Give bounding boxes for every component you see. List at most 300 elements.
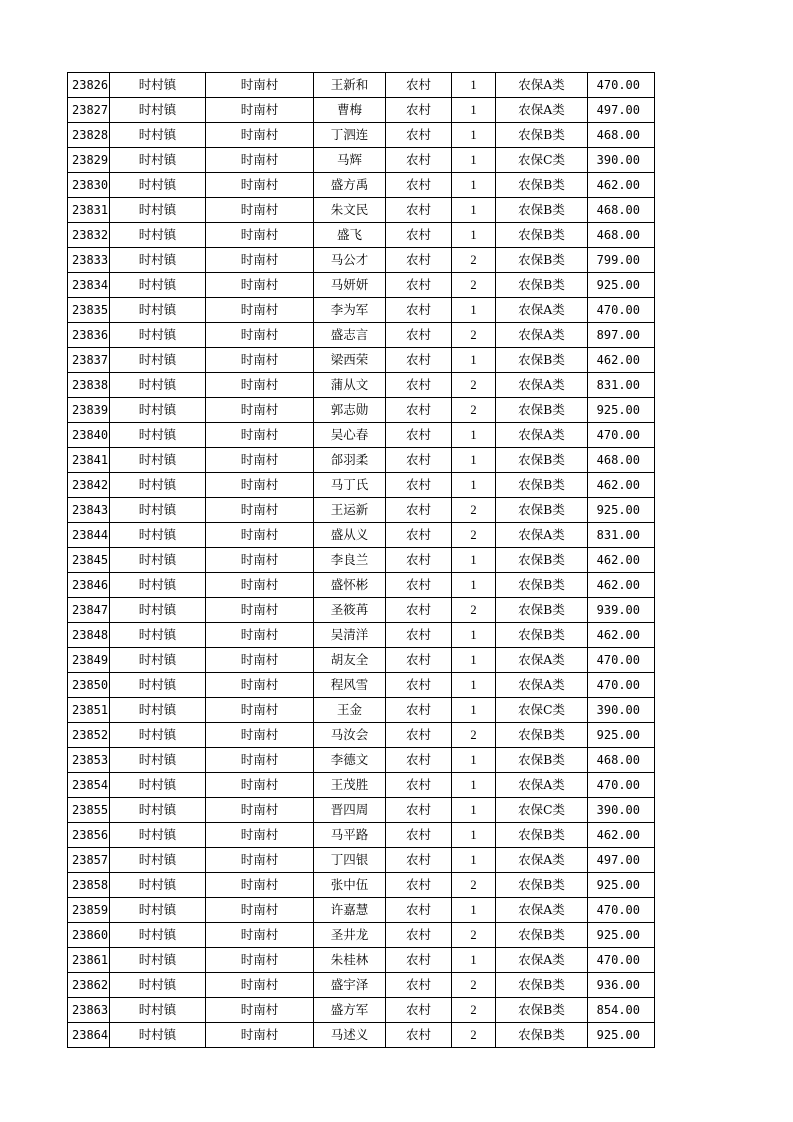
household-type-cell: 农村 bbox=[386, 798, 452, 823]
table-row bbox=[68, 223, 655, 248]
record-id-cell: 23841 bbox=[68, 448, 110, 473]
category-cell: 农保B类 bbox=[496, 398, 588, 423]
people-count-cell: 1 bbox=[452, 223, 496, 248]
amount-cell: 897.00 bbox=[588, 323, 655, 348]
table-row bbox=[68, 673, 655, 698]
household-type-cell: 农村 bbox=[386, 398, 452, 423]
category-cell: 农保B类 bbox=[496, 123, 588, 148]
record-id-cell: 23837 bbox=[68, 348, 110, 373]
village-cell: 时南村 bbox=[206, 698, 314, 723]
town-cell: 时村镇 bbox=[110, 973, 206, 998]
village-cell: 时南村 bbox=[206, 873, 314, 898]
town-cell: 时村镇 bbox=[110, 848, 206, 873]
record-id-cell: 23862 bbox=[68, 973, 110, 998]
people-count-cell: 1 bbox=[452, 423, 496, 448]
name-cell: 盛方军 bbox=[314, 998, 386, 1023]
record-id-cell: 23852 bbox=[68, 723, 110, 748]
people-count-cell: 1 bbox=[452, 748, 496, 773]
category-cell: 农保A类 bbox=[496, 948, 588, 973]
village-cell: 时南村 bbox=[206, 623, 314, 648]
town-cell: 时村镇 bbox=[110, 773, 206, 798]
village-cell: 时南村 bbox=[206, 273, 314, 298]
village-cell: 时南村 bbox=[206, 948, 314, 973]
amount-cell: 468.00 bbox=[588, 448, 655, 473]
town-cell: 时村镇 bbox=[110, 323, 206, 348]
table-row bbox=[68, 248, 655, 273]
table-row bbox=[68, 998, 655, 1023]
record-id-cell: 23854 bbox=[68, 773, 110, 798]
village-cell: 时南村 bbox=[206, 823, 314, 848]
table-row bbox=[68, 373, 655, 398]
table-row bbox=[68, 423, 655, 448]
household-type-cell: 农村 bbox=[386, 598, 452, 623]
record-id-cell: 23827 bbox=[68, 98, 110, 123]
household-type-cell: 农村 bbox=[386, 573, 452, 598]
village-cell: 时南村 bbox=[206, 73, 314, 98]
town-cell: 时村镇 bbox=[110, 823, 206, 848]
name-cell: 马述义 bbox=[314, 1023, 386, 1048]
name-cell: 郭志勋 bbox=[314, 398, 386, 423]
village-cell: 时南村 bbox=[206, 1023, 314, 1048]
table-row bbox=[68, 323, 655, 348]
village-cell: 时南村 bbox=[206, 298, 314, 323]
name-cell: 马公才 bbox=[314, 248, 386, 273]
category-cell: 农保B类 bbox=[496, 448, 588, 473]
people-count-cell: 2 bbox=[452, 498, 496, 523]
name-cell: 吴清洋 bbox=[314, 623, 386, 648]
assistance-roster-table bbox=[67, 72, 655, 1048]
household-type-cell: 农村 bbox=[386, 223, 452, 248]
people-count-cell: 1 bbox=[452, 98, 496, 123]
amount-cell: 462.00 bbox=[588, 173, 655, 198]
town-cell: 时村镇 bbox=[110, 223, 206, 248]
name-cell: 许嘉慧 bbox=[314, 898, 386, 923]
village-cell: 时南村 bbox=[206, 373, 314, 398]
table-row bbox=[68, 748, 655, 773]
amount-cell: 925.00 bbox=[588, 723, 655, 748]
record-id-cell: 23844 bbox=[68, 523, 110, 548]
name-cell: 盛宇泽 bbox=[314, 973, 386, 998]
amount-cell: 470.00 bbox=[588, 73, 655, 98]
name-cell: 丁泗连 bbox=[314, 123, 386, 148]
household-type-cell: 农村 bbox=[386, 73, 452, 98]
name-cell: 王新和 bbox=[314, 73, 386, 98]
people-count-cell: 1 bbox=[452, 773, 496, 798]
table-row bbox=[68, 348, 655, 373]
town-cell: 时村镇 bbox=[110, 398, 206, 423]
table-row bbox=[68, 698, 655, 723]
name-cell: 晋四周 bbox=[314, 798, 386, 823]
record-id-cell: 23843 bbox=[68, 498, 110, 523]
category-cell: 农保A类 bbox=[496, 523, 588, 548]
table-row bbox=[68, 448, 655, 473]
data-table-page bbox=[67, 72, 654, 1048]
category-cell: 农保B类 bbox=[496, 248, 588, 273]
village-cell: 时南村 bbox=[206, 673, 314, 698]
town-cell: 时村镇 bbox=[110, 373, 206, 398]
household-type-cell: 农村 bbox=[386, 673, 452, 698]
record-id-cell: 23861 bbox=[68, 948, 110, 973]
table-row bbox=[68, 798, 655, 823]
name-cell: 梁西荣 bbox=[314, 348, 386, 373]
category-cell: 农保B类 bbox=[496, 223, 588, 248]
household-type-cell: 农村 bbox=[386, 948, 452, 973]
household-type-cell: 农村 bbox=[386, 1023, 452, 1048]
table-row bbox=[68, 498, 655, 523]
people-count-cell: 1 bbox=[452, 898, 496, 923]
category-cell: 农保B类 bbox=[496, 173, 588, 198]
category-cell: 农保A类 bbox=[496, 423, 588, 448]
amount-cell: 390.00 bbox=[588, 798, 655, 823]
amount-cell: 470.00 bbox=[588, 423, 655, 448]
amount-cell: 390.00 bbox=[588, 698, 655, 723]
village-cell: 时南村 bbox=[206, 173, 314, 198]
town-cell: 时村镇 bbox=[110, 173, 206, 198]
table-row bbox=[68, 298, 655, 323]
amount-cell: 925.00 bbox=[588, 873, 655, 898]
village-cell: 时南村 bbox=[206, 598, 314, 623]
record-id-cell: 23859 bbox=[68, 898, 110, 923]
town-cell: 时村镇 bbox=[110, 198, 206, 223]
amount-cell: 470.00 bbox=[588, 948, 655, 973]
amount-cell: 925.00 bbox=[588, 398, 655, 423]
household-type-cell: 农村 bbox=[386, 273, 452, 298]
people-count-cell: 1 bbox=[452, 798, 496, 823]
village-cell: 时南村 bbox=[206, 898, 314, 923]
people-count-cell: 2 bbox=[452, 248, 496, 273]
village-cell: 时南村 bbox=[206, 548, 314, 573]
amount-cell: 468.00 bbox=[588, 198, 655, 223]
table-row bbox=[68, 523, 655, 548]
amount-cell: 854.00 bbox=[588, 998, 655, 1023]
people-count-cell: 2 bbox=[452, 723, 496, 748]
household-type-cell: 农村 bbox=[386, 823, 452, 848]
people-count-cell: 2 bbox=[452, 923, 496, 948]
village-cell: 时南村 bbox=[206, 748, 314, 773]
name-cell: 圣井龙 bbox=[314, 923, 386, 948]
household-type-cell: 农村 bbox=[386, 448, 452, 473]
table-row bbox=[68, 123, 655, 148]
village-cell: 时南村 bbox=[206, 798, 314, 823]
name-cell: 马辉 bbox=[314, 148, 386, 173]
town-cell: 时村镇 bbox=[110, 573, 206, 598]
household-type-cell: 农村 bbox=[386, 473, 452, 498]
table-row bbox=[68, 873, 655, 898]
village-cell: 时南村 bbox=[206, 323, 314, 348]
table-row bbox=[68, 98, 655, 123]
people-count-cell: 2 bbox=[452, 323, 496, 348]
record-id-cell: 23845 bbox=[68, 548, 110, 573]
village-cell: 时南村 bbox=[206, 223, 314, 248]
town-cell: 时村镇 bbox=[110, 948, 206, 973]
amount-cell: 925.00 bbox=[588, 923, 655, 948]
household-type-cell: 农村 bbox=[386, 148, 452, 173]
town-cell: 时村镇 bbox=[110, 523, 206, 548]
village-cell: 时南村 bbox=[206, 198, 314, 223]
amount-cell: 468.00 bbox=[588, 223, 655, 248]
record-id-cell: 23850 bbox=[68, 673, 110, 698]
town-cell: 时村镇 bbox=[110, 923, 206, 948]
record-id-cell: 23848 bbox=[68, 623, 110, 648]
household-type-cell: 农村 bbox=[386, 548, 452, 573]
category-cell: 农保B类 bbox=[496, 1023, 588, 1048]
town-cell: 时村镇 bbox=[110, 348, 206, 373]
table-row bbox=[68, 948, 655, 973]
table-row bbox=[68, 573, 655, 598]
category-cell: 农保B类 bbox=[496, 198, 588, 223]
amount-cell: 936.00 bbox=[588, 973, 655, 998]
category-cell: 农保B类 bbox=[496, 548, 588, 573]
household-type-cell: 农村 bbox=[386, 623, 452, 648]
record-id-cell: 23833 bbox=[68, 248, 110, 273]
record-id-cell: 23853 bbox=[68, 748, 110, 773]
category-cell: 农保B类 bbox=[496, 473, 588, 498]
town-cell: 时村镇 bbox=[110, 148, 206, 173]
town-cell: 时村镇 bbox=[110, 248, 206, 273]
category-cell: 农保A类 bbox=[496, 648, 588, 673]
household-type-cell: 农村 bbox=[386, 898, 452, 923]
amount-cell: 468.00 bbox=[588, 123, 655, 148]
name-cell: 李为军 bbox=[314, 298, 386, 323]
village-cell: 时南村 bbox=[206, 148, 314, 173]
town-cell: 时村镇 bbox=[110, 273, 206, 298]
category-cell: 农保A类 bbox=[496, 773, 588, 798]
record-id-cell: 23836 bbox=[68, 323, 110, 348]
people-count-cell: 1 bbox=[452, 298, 496, 323]
table-row bbox=[68, 473, 655, 498]
household-type-cell: 农村 bbox=[386, 848, 452, 873]
table-row bbox=[68, 823, 655, 848]
name-cell: 盛从义 bbox=[314, 523, 386, 548]
village-cell: 时南村 bbox=[206, 248, 314, 273]
village-cell: 时南村 bbox=[206, 998, 314, 1023]
people-count-cell: 2 bbox=[452, 373, 496, 398]
amount-cell: 925.00 bbox=[588, 273, 655, 298]
amount-cell: 470.00 bbox=[588, 773, 655, 798]
people-count-cell: 2 bbox=[452, 523, 496, 548]
record-id-cell: 23830 bbox=[68, 173, 110, 198]
name-cell: 马平路 bbox=[314, 823, 386, 848]
table-row bbox=[68, 148, 655, 173]
table-row bbox=[68, 848, 655, 873]
village-cell: 时南村 bbox=[206, 448, 314, 473]
category-cell: 农保B类 bbox=[496, 923, 588, 948]
town-cell: 时村镇 bbox=[110, 298, 206, 323]
amount-cell: 462.00 bbox=[588, 348, 655, 373]
amount-cell: 462.00 bbox=[588, 823, 655, 848]
people-count-cell: 2 bbox=[452, 1023, 496, 1048]
village-cell: 时南村 bbox=[206, 573, 314, 598]
category-cell: 农保A类 bbox=[496, 848, 588, 873]
town-cell: 时村镇 bbox=[110, 423, 206, 448]
amount-cell: 468.00 bbox=[588, 748, 655, 773]
people-count-cell: 1 bbox=[452, 648, 496, 673]
category-cell: 农保B类 bbox=[496, 348, 588, 373]
village-cell: 时南村 bbox=[206, 423, 314, 448]
town-cell: 时村镇 bbox=[110, 548, 206, 573]
record-id-cell: 23849 bbox=[68, 648, 110, 673]
people-count-cell: 1 bbox=[452, 348, 496, 373]
name-cell: 丁四银 bbox=[314, 848, 386, 873]
category-cell: 农保A类 bbox=[496, 98, 588, 123]
record-id-cell: 23863 bbox=[68, 998, 110, 1023]
household-type-cell: 农村 bbox=[386, 523, 452, 548]
table-row bbox=[68, 723, 655, 748]
table-row bbox=[68, 648, 655, 673]
category-cell: 农保B类 bbox=[496, 973, 588, 998]
people-count-cell: 1 bbox=[452, 473, 496, 498]
household-type-cell: 农村 bbox=[386, 98, 452, 123]
people-count-cell: 1 bbox=[452, 673, 496, 698]
people-count-cell: 1 bbox=[452, 848, 496, 873]
amount-cell: 462.00 bbox=[588, 548, 655, 573]
town-cell: 时村镇 bbox=[110, 723, 206, 748]
record-id-cell: 23834 bbox=[68, 273, 110, 298]
household-type-cell: 农村 bbox=[386, 498, 452, 523]
household-type-cell: 农村 bbox=[386, 173, 452, 198]
village-cell: 时南村 bbox=[206, 523, 314, 548]
name-cell: 蒲从文 bbox=[314, 373, 386, 398]
record-id-cell: 23838 bbox=[68, 373, 110, 398]
record-id-cell: 23857 bbox=[68, 848, 110, 873]
people-count-cell: 1 bbox=[452, 698, 496, 723]
category-cell: 农保A类 bbox=[496, 898, 588, 923]
town-cell: 时村镇 bbox=[110, 648, 206, 673]
category-cell: 农保B类 bbox=[496, 823, 588, 848]
household-type-cell: 农村 bbox=[386, 123, 452, 148]
village-cell: 时南村 bbox=[206, 973, 314, 998]
people-count-cell: 1 bbox=[452, 623, 496, 648]
village-cell: 时南村 bbox=[206, 723, 314, 748]
amount-cell: 470.00 bbox=[588, 898, 655, 923]
record-id-cell: 23847 bbox=[68, 598, 110, 623]
household-type-cell: 农村 bbox=[386, 748, 452, 773]
record-id-cell: 23842 bbox=[68, 473, 110, 498]
name-cell: 王金 bbox=[314, 698, 386, 723]
amount-cell: 462.00 bbox=[588, 623, 655, 648]
amount-cell: 470.00 bbox=[588, 673, 655, 698]
table-row bbox=[68, 1023, 655, 1048]
town-cell: 时村镇 bbox=[110, 598, 206, 623]
people-count-cell: 1 bbox=[452, 573, 496, 598]
town-cell: 时村镇 bbox=[110, 498, 206, 523]
village-cell: 时南村 bbox=[206, 473, 314, 498]
town-cell: 时村镇 bbox=[110, 123, 206, 148]
village-cell: 时南村 bbox=[206, 123, 314, 148]
people-count-cell: 2 bbox=[452, 273, 496, 298]
town-cell: 时村镇 bbox=[110, 673, 206, 698]
town-cell: 时村镇 bbox=[110, 798, 206, 823]
table-row bbox=[68, 898, 655, 923]
village-cell: 时南村 bbox=[206, 773, 314, 798]
people-count-cell: 1 bbox=[452, 73, 496, 98]
people-count-cell: 1 bbox=[452, 448, 496, 473]
village-cell: 时南村 bbox=[206, 398, 314, 423]
record-id-cell: 23831 bbox=[68, 198, 110, 223]
household-type-cell: 农村 bbox=[386, 998, 452, 1023]
category-cell: 农保B类 bbox=[496, 623, 588, 648]
town-cell: 时村镇 bbox=[110, 98, 206, 123]
record-id-cell: 23856 bbox=[68, 823, 110, 848]
name-cell: 李良兰 bbox=[314, 548, 386, 573]
household-type-cell: 农村 bbox=[386, 973, 452, 998]
people-count-cell: 2 bbox=[452, 598, 496, 623]
category-cell: 农保B类 bbox=[496, 498, 588, 523]
people-count-cell: 1 bbox=[452, 198, 496, 223]
category-cell: 农保A类 bbox=[496, 298, 588, 323]
record-id-cell: 23832 bbox=[68, 223, 110, 248]
amount-cell: 925.00 bbox=[588, 498, 655, 523]
record-id-cell: 23840 bbox=[68, 423, 110, 448]
town-cell: 时村镇 bbox=[110, 748, 206, 773]
amount-cell: 939.00 bbox=[588, 598, 655, 623]
village-cell: 时南村 bbox=[206, 348, 314, 373]
village-cell: 时南村 bbox=[206, 498, 314, 523]
record-id-cell: 23860 bbox=[68, 923, 110, 948]
name-cell: 马丁氏 bbox=[314, 473, 386, 498]
category-cell: 农保B类 bbox=[496, 273, 588, 298]
amount-cell: 497.00 bbox=[588, 848, 655, 873]
category-cell: 农保C类 bbox=[496, 698, 588, 723]
table-row bbox=[68, 173, 655, 198]
people-count-cell: 2 bbox=[452, 873, 496, 898]
table-row bbox=[68, 548, 655, 573]
table-body bbox=[68, 73, 655, 1048]
household-type-cell: 农村 bbox=[386, 723, 452, 748]
name-cell: 王运新 bbox=[314, 498, 386, 523]
household-type-cell: 农村 bbox=[386, 198, 452, 223]
table-row bbox=[68, 973, 655, 998]
record-id-cell: 23826 bbox=[68, 73, 110, 98]
village-cell: 时南村 bbox=[206, 923, 314, 948]
category-cell: 农保A类 bbox=[496, 373, 588, 398]
name-cell: 李德文 bbox=[314, 748, 386, 773]
category-cell: 农保B类 bbox=[496, 748, 588, 773]
people-count-cell: 1 bbox=[452, 173, 496, 198]
household-type-cell: 农村 bbox=[386, 423, 452, 448]
amount-cell: 470.00 bbox=[588, 298, 655, 323]
household-type-cell: 农村 bbox=[386, 298, 452, 323]
name-cell: 马妍妍 bbox=[314, 273, 386, 298]
category-cell: 农保B类 bbox=[496, 573, 588, 598]
amount-cell: 462.00 bbox=[588, 473, 655, 498]
household-type-cell: 农村 bbox=[386, 773, 452, 798]
town-cell: 时村镇 bbox=[110, 998, 206, 1023]
table-row bbox=[68, 73, 655, 98]
category-cell: 农保B类 bbox=[496, 723, 588, 748]
amount-cell: 831.00 bbox=[588, 523, 655, 548]
table-row bbox=[68, 598, 655, 623]
household-type-cell: 农村 bbox=[386, 373, 452, 398]
record-id-cell: 23851 bbox=[68, 698, 110, 723]
name-cell: 吴心春 bbox=[314, 423, 386, 448]
household-type-cell: 农村 bbox=[386, 248, 452, 273]
table-row bbox=[68, 198, 655, 223]
name-cell: 郃羽柔 bbox=[314, 448, 386, 473]
people-count-cell: 1 bbox=[452, 948, 496, 973]
people-count-cell: 2 bbox=[452, 998, 496, 1023]
name-cell: 张中伍 bbox=[314, 873, 386, 898]
people-count-cell: 1 bbox=[452, 148, 496, 173]
amount-cell: 390.00 bbox=[588, 148, 655, 173]
town-cell: 时村镇 bbox=[110, 623, 206, 648]
category-cell: 农保A类 bbox=[496, 673, 588, 698]
people-count-cell: 1 bbox=[452, 823, 496, 848]
people-count-cell: 1 bbox=[452, 123, 496, 148]
household-type-cell: 农村 bbox=[386, 923, 452, 948]
name-cell: 盛怀彬 bbox=[314, 573, 386, 598]
category-cell: 农保B类 bbox=[496, 998, 588, 1023]
